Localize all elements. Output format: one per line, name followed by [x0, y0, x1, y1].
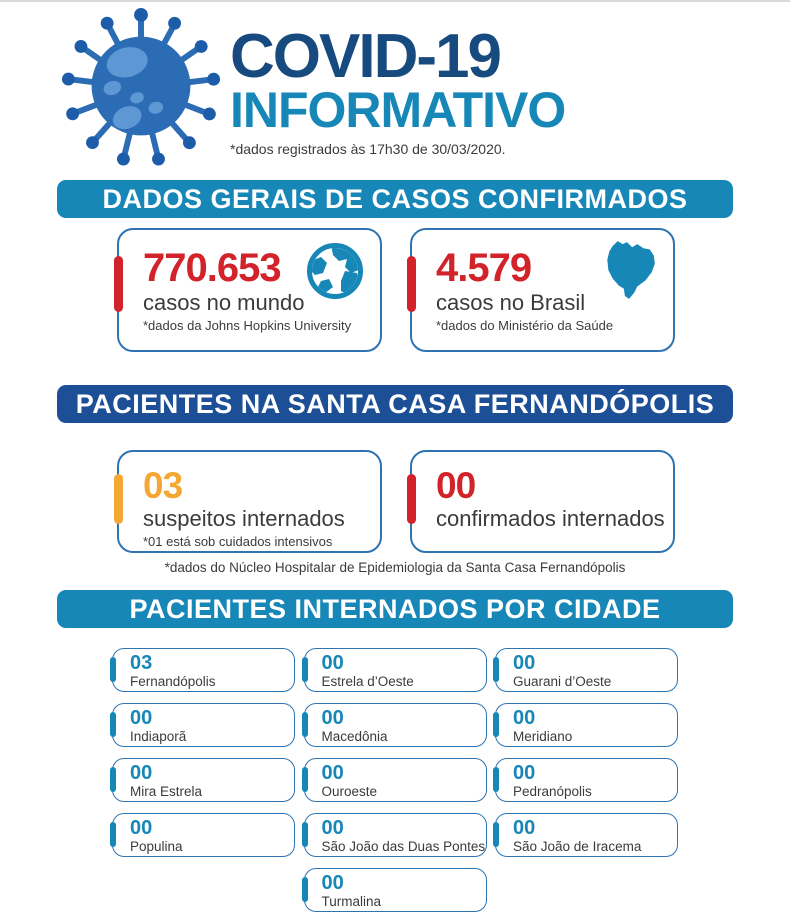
city-name: Macedônia — [321, 729, 388, 744]
city-card — [112, 648, 295, 692]
accent-bar — [302, 712, 308, 737]
accent-bar — [493, 767, 499, 792]
city-name: Indiaporã — [130, 729, 187, 744]
accent-bar — [493, 822, 499, 847]
city-card — [112, 703, 295, 747]
brazil-map-icon — [598, 239, 660, 301]
accent-bar — [114, 474, 123, 524]
city-patient-count: 00 — [321, 872, 344, 894]
city-patient-count: 00 — [513, 762, 536, 784]
city-grid — [112, 648, 678, 912]
city-patient-count: 00 — [321, 817, 344, 839]
header — [52, 6, 565, 170]
city-patient-count: 00 — [513, 707, 536, 729]
city-patient-count: 00 — [321, 707, 344, 729]
world-cases-label: casos no mundo — [143, 290, 305, 315]
city-name: Populina — [130, 839, 183, 854]
data-timestamp-note: *dados registrados às 17h30 de 30/03/2020. — [230, 141, 506, 158]
city-name: Mira Estrela — [130, 784, 203, 799]
city-card — [304, 703, 487, 747]
page-subtitle-word: INFORMATIVO — [230, 82, 566, 139]
hospital-cards-row — [117, 450, 675, 553]
accent-bar — [302, 657, 308, 682]
city-card — [112, 813, 295, 857]
suspected-patients-card — [117, 450, 382, 553]
accent-bar — [407, 474, 416, 524]
city-card — [304, 648, 487, 692]
globe-icon — [307, 243, 363, 299]
icu-note: *01 está sob cuidados intensivos — [143, 534, 333, 550]
city-card — [495, 648, 678, 692]
suspected-patients-value: 03 — [143, 465, 183, 506]
accent-bar — [110, 822, 116, 847]
accent-bar — [302, 877, 308, 902]
city-patient-count: 00 — [130, 762, 153, 784]
city-patient-count: 00 — [513, 652, 536, 674]
city-patient-count: 00 — [321, 652, 344, 674]
city-name: São João de Iracema — [513, 839, 642, 854]
city-name: Meridiano — [513, 729, 573, 744]
city-name: Fernandópolis — [130, 674, 216, 689]
city-name: Pedranópolis — [513, 784, 592, 799]
city-card — [112, 758, 295, 802]
general-cards-row — [117, 228, 675, 352]
suspected-patients-label: suspeitos internados — [143, 506, 345, 531]
city-card — [495, 813, 678, 857]
city-card — [304, 868, 487, 912]
accent-bar — [110, 657, 116, 682]
banner-santa-casa: PACIENTES NA SANTA CASA FERNANDÓPOLIS — [57, 385, 733, 423]
world-cases-card — [117, 228, 382, 352]
world-cases-source: *dados da Johns Hopkins University — [143, 318, 352, 334]
brazil-cases-source: *dados do Ministério da Saúde — [436, 318, 614, 334]
confirmed-patients-label: confirmados internados — [436, 506, 665, 531]
accent-bar — [302, 767, 308, 792]
city-card — [304, 758, 487, 802]
title-block — [230, 6, 565, 157]
coronavirus-icon — [52, 6, 230, 170]
city-card — [304, 813, 487, 857]
banner-cities: PACIENTES INTERNADOS POR CIDADE — [57, 590, 733, 628]
accent-bar — [110, 767, 116, 792]
confirmed-patients-value: 00 — [436, 465, 476, 506]
hospital-source-note: *dados do Núcleo Hospitalar de Epidemiologia da Santa Casa Fernandópolis — [164, 560, 626, 575]
city-name: São João das Duas Pontes — [321, 839, 486, 854]
accent-bar — [493, 657, 499, 682]
city-patient-count: 00 — [321, 762, 344, 784]
world-cases-value: 770.653 — [143, 246, 281, 290]
top-divider — [0, 0, 790, 2]
city-name: Ouroeste — [321, 784, 378, 799]
city-patient-count: 00 — [130, 817, 153, 839]
accent-bar — [114, 256, 123, 312]
brazil-cases-value: 4.579 — [436, 246, 532, 290]
accent-bar — [407, 256, 416, 312]
accent-bar — [302, 822, 308, 847]
confirmed-patients-card — [410, 450, 675, 553]
banner-general-data: DADOS GERAIS DE CASOS CONFIRMADOS — [57, 180, 733, 218]
city-patient-count: 00 — [130, 707, 153, 729]
brazil-cases-card — [410, 228, 675, 352]
accent-bar — [110, 712, 116, 737]
city-name: Turmalina — [321, 894, 382, 909]
city-name: Estrela d’Oeste — [321, 674, 414, 689]
accent-bar — [493, 712, 499, 737]
city-card — [495, 758, 678, 802]
city-patient-count: 00 — [513, 817, 536, 839]
city-name: Guarani d’Oeste — [513, 674, 612, 689]
city-card — [495, 703, 678, 747]
page-title: COVID-19 — [230, 22, 500, 91]
city-patient-count: 03 — [130, 652, 153, 674]
brazil-cases-label: casos no Brasil — [436, 290, 586, 315]
